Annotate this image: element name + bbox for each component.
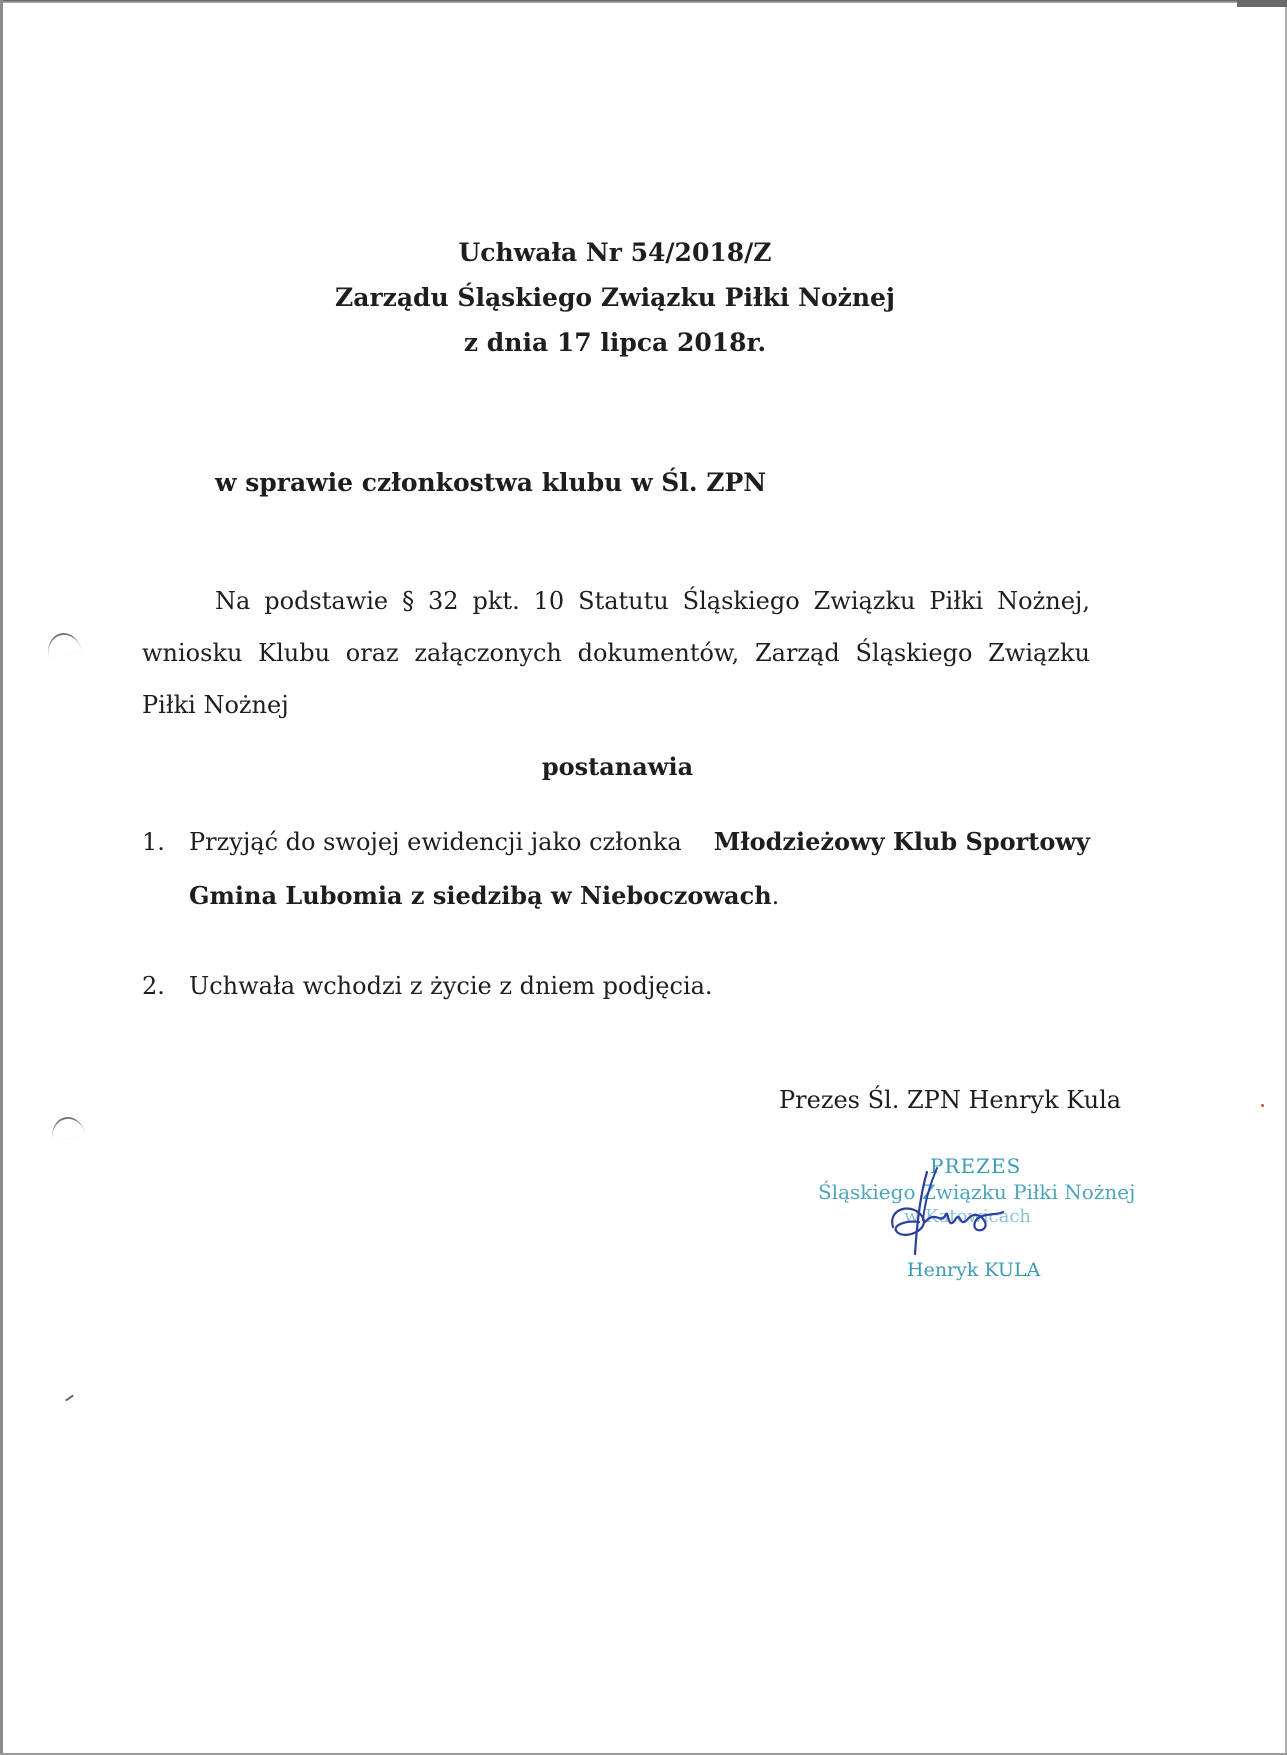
item-text: Przyjąć do swojej ewidencji jako członka	[189, 828, 682, 856]
club-name-continued: Gmina Lubomia z siedzibą w Nieboczowach	[189, 881, 772, 910]
item-number: 1.	[142, 828, 165, 856]
handwritten-signature	[885, 1162, 1015, 1257]
stamp-title: PREZES	[930, 1154, 1022, 1178]
resolution-number: Uchwała Nr 54/2018/Z	[458, 238, 772, 267]
signer-line: Prezes Śl. ZPN Henryk Kula	[779, 1086, 1122, 1114]
stamp-name: Henryk KULA	[907, 1259, 1041, 1281]
item-text: Uchwała wchodzi z życie z dniem podjęcia.	[189, 972, 713, 1000]
preamble-paragraph: Na podstawie § 32 pkt. 10 Statutu Śląskiego Związku Piłki Nożnej, wniosku Klubu oraz załączonych dokumentów, Zarząd Śląskiego Związku Piłki Nożnej	[142, 587, 1090, 719]
resolution-subject: w sprawie członkostwa klubu w Śl. ZPN	[215, 468, 767, 497]
item-end-punctuation: .	[771, 882, 780, 910]
list-item	[142, 815, 1090, 923]
resolution-items	[142, 815, 1090, 1013]
scan-speck	[65, 1395, 74, 1402]
scan-corner-mark	[1237, 0, 1287, 7]
item-line	[189, 869, 1090, 923]
punch-hole-mark	[48, 1114, 86, 1143]
punch-hole-mark	[44, 630, 82, 659]
decides-heading: postanawia	[541, 752, 694, 781]
item-line	[189, 815, 1090, 869]
stamp-location: w Katowicach	[904, 1206, 1032, 1227]
stamp-organization: Śląskiego Związku Piłki Nożnej	[818, 1180, 1136, 1204]
resolution-heading	[0, 230, 1230, 365]
item-number: 2.	[142, 972, 165, 1000]
resolution-date: z dnia 17 lipca 2018r.	[463, 328, 767, 357]
club-name: Młodzieżowy Klub Sportowy	[713, 827, 1090, 856]
scan-edge-top	[0, 0, 1287, 3]
resolution-body: Zarządu Śląskiego Związku Piłki Nożnej	[335, 283, 895, 312]
scan-speck	[1261, 1104, 1264, 1107]
list-item	[142, 959, 1090, 1013]
